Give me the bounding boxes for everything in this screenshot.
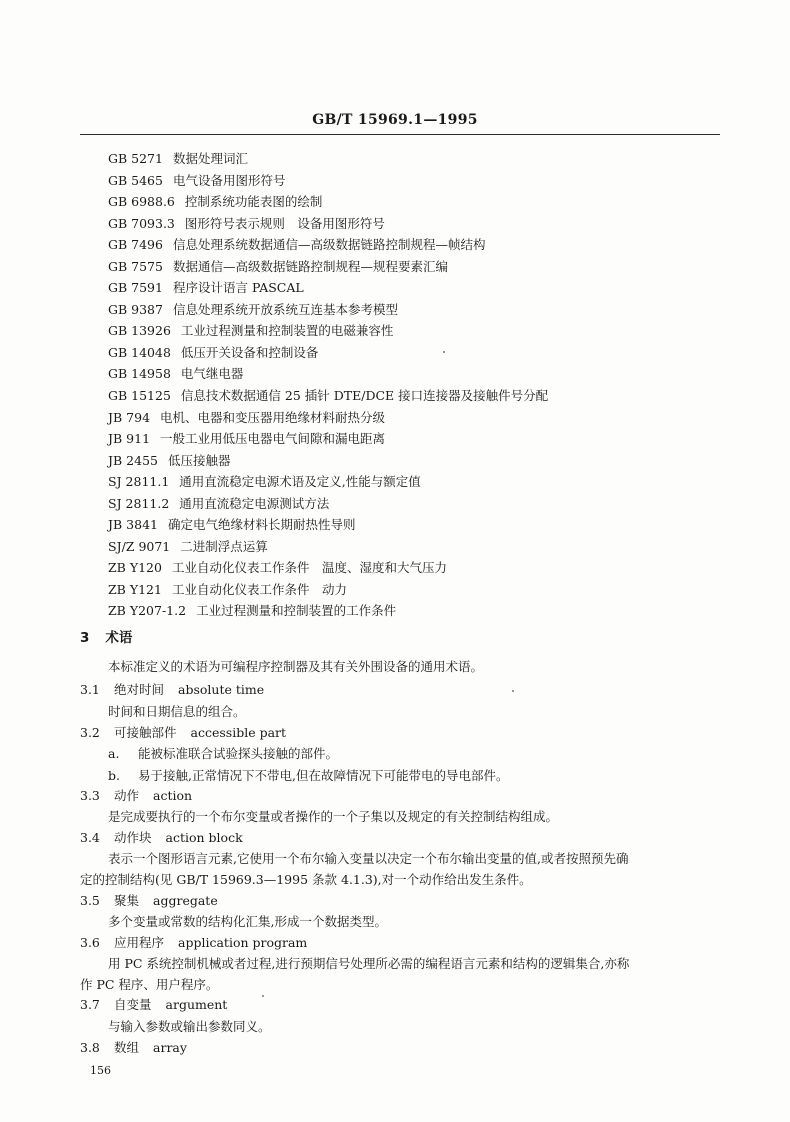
term-heading <box>80 891 218 909</box>
reference-item <box>108 320 548 342</box>
term-number: 3.7 <box>80 997 100 1012</box>
term-english: aggregate <box>153 893 218 908</box>
reference-title: 信息技术数据通信 25 插针 DTE/DCE 接口连接器及接触件号分配 <box>180 388 549 404</box>
term-heading <box>80 933 307 951</box>
reference-title: 低压开关设备和控制设备 <box>180 344 319 360</box>
item-label: b. <box>108 768 120 783</box>
reference-item <box>108 579 548 601</box>
header-rule <box>80 134 720 135</box>
reference-item <box>108 428 548 450</box>
term-definition: 多个变量或常数的结构化汇集,形成一个数据类型。 <box>108 914 387 929</box>
reference-item <box>108 363 548 385</box>
term-definition-continued: 作 PC 程序、用户程序。 <box>80 977 219 992</box>
item-label: a. <box>108 746 120 761</box>
reference-code: SJ/Z 9071 <box>108 538 171 554</box>
term-chinese: 动作块 <box>114 830 152 845</box>
reference-item <box>108 536 548 558</box>
section-heading <box>80 626 132 646</box>
reference-title: 低压接触器 <box>167 452 231 468</box>
term-heading <box>80 828 243 846</box>
term-heading <box>80 1038 187 1056</box>
term-chinese: 可接触部件 <box>114 725 177 740</box>
reference-item <box>108 234 548 256</box>
item-text: 易于接触,正常情况下不带电,但在故障情况下可能带电的导电部件。 <box>138 768 509 783</box>
reference-code: GB 14958 <box>108 366 171 382</box>
scan-speck <box>443 351 445 353</box>
term-english: argument <box>165 997 228 1012</box>
reference-item <box>108 191 548 213</box>
reference-title: 信息处理系统数据通信—高级数据链路控制规程—帧结构 <box>172 237 486 253</box>
reference-code: GB 15125 <box>108 388 171 404</box>
term-definition-continued: 定的控制结构(见 GB/T 15969.3—1995 条款 4.1.3),对一个动作给出发生条件。 <box>80 872 532 887</box>
reference-code: JB 794 <box>108 409 151 425</box>
term-chinese: 聚集 <box>114 893 140 908</box>
reference-item <box>108 407 548 429</box>
reference-title: 电机、电器和变压器用绝缘材料耐热分级 <box>160 409 386 425</box>
term-english: absolute time <box>178 682 265 697</box>
reference-item <box>108 557 548 579</box>
term-heading <box>80 723 286 741</box>
reference-item <box>108 256 548 278</box>
section-intro: 本标准定义的术语为可编程序控制器及其有关外围设备的通用术语。 <box>108 659 484 674</box>
term-definition: 用 PC 系统控制机械或者过程,进行预期信号处理所必需的编程语言元素和结构的逻辑集合,亦称 <box>108 956 630 971</box>
term-number: 3.1 <box>80 682 100 697</box>
reference-code: JB 911 <box>108 431 151 447</box>
reference-item <box>108 493 548 515</box>
reference-code: SJ 2811.1 <box>108 474 170 490</box>
reference-code: GB 13926 <box>108 323 171 339</box>
reference-title: 确定电气绝缘材料长期耐热性导则 <box>167 517 356 533</box>
normative-references-list <box>108 148 548 622</box>
term-definition: 是完成要执行的一个布尔变量或者操作的一个子集以及规定的有关控制结构组成。 <box>108 809 559 824</box>
reference-item <box>108 385 548 407</box>
term-chinese: 动作 <box>114 788 140 803</box>
reference-title: 信息处理系统开放系统互连基本参考模型 <box>172 301 398 317</box>
term-heading <box>80 995 227 1013</box>
reference-title: 控制系统功能表图的绘制 <box>184 194 323 210</box>
reference-title: 数据通信—高级数据链路控制规程—规程要素汇编 <box>172 258 448 274</box>
term-number: 3.5 <box>80 893 100 908</box>
reference-item <box>108 450 548 472</box>
reference-title: 电气继电器 <box>180 366 244 382</box>
reference-code: ZB Y120 <box>108 560 162 576</box>
reference-title: 工业自动化仪表工作条件 温度、湿度和大气压力 <box>171 560 447 576</box>
term-chinese: 自变量 <box>114 997 152 1012</box>
reference-title: 一般工业用低压电器电气间隙和漏电距离 <box>160 431 386 447</box>
reference-code: GB 7093.3 <box>108 215 175 231</box>
term-english: application program <box>178 935 308 950</box>
item-text: 能被标准联合试验探头接触的部件。 <box>138 746 339 761</box>
definition-item-a <box>108 744 338 762</box>
reference-item <box>108 277 548 299</box>
term-heading <box>80 680 264 698</box>
reference-item <box>108 600 548 622</box>
page-number: 156 <box>90 1064 111 1077</box>
reference-title: 二进制浮点运算 <box>180 538 268 554</box>
reference-title: 通用直流稳定电源测试方法 <box>179 495 330 511</box>
reference-item <box>108 299 548 321</box>
term-number: 3.8 <box>80 1040 100 1055</box>
reference-item <box>108 342 548 364</box>
reference-item <box>108 170 548 192</box>
reference-code: GB 7591 <box>108 280 163 296</box>
reference-code: GB 9387 <box>108 301 163 317</box>
reference-title: 工业过程测量和控制装置的电磁兼容性 <box>180 323 394 339</box>
reference-title: 图形符号表示规则 设备用图形符号 <box>184 215 385 231</box>
reference-title: 通用直流稳定电源术语及定义,性能与额定值 <box>179 474 421 490</box>
term-chinese: 绝对时间 <box>114 682 165 697</box>
term-number: 3.3 <box>80 788 100 803</box>
page-header: GB/T 15969.1—1995 <box>312 112 478 128</box>
reference-code: ZB Y207-1.2 <box>108 603 187 619</box>
reference-code: GB 7496 <box>108 237 163 253</box>
term-definition: 时间和日期信息的组合。 <box>108 704 246 719</box>
term-chinese: 数组 <box>114 1040 140 1055</box>
reference-title: 工业自动化仪表工作条件 动力 <box>171 581 347 597</box>
reference-item <box>108 471 548 493</box>
scan-speck <box>512 690 514 692</box>
reference-code: GB 5465 <box>108 172 163 188</box>
reference-code: GB 7575 <box>108 258 163 274</box>
reference-item <box>108 514 548 536</box>
term-definition: 与输入参数或输出参数同义。 <box>108 1019 271 1034</box>
reference-item <box>108 213 548 235</box>
reference-code: ZB Y121 <box>108 581 162 597</box>
reference-code: JB 2455 <box>108 452 158 468</box>
reference-item <box>108 148 548 170</box>
reference-code: SJ 2811.2 <box>108 495 170 511</box>
reference-title: 程序设计语言 PASCAL <box>172 280 304 296</box>
term-number: 3.2 <box>80 725 100 740</box>
term-definition: 表示一个图形语言元素,它使用一个布尔输入变量以决定一个布尔输出变量的值,或者按照预先确 <box>108 851 629 866</box>
term-heading <box>80 786 192 804</box>
scan-speck <box>262 995 264 997</box>
term-english: action block <box>165 830 243 845</box>
term-chinese: 应用程序 <box>114 935 165 950</box>
reference-code: GB 14048 <box>108 344 171 360</box>
reference-code: GB 5271 <box>108 151 163 166</box>
term-english: array <box>153 1040 187 1055</box>
term-english: action <box>153 788 193 803</box>
term-number: 3.4 <box>80 830 100 845</box>
reference-code: JB 3841 <box>108 517 158 533</box>
definition-item-b <box>108 766 508 784</box>
section-title: 术语 <box>105 630 133 646</box>
reference-title: 工业过程测量和控制装置的工作条件 <box>196 603 397 619</box>
reference-code: GB 6988.6 <box>108 194 175 210</box>
term-english: accessible part <box>190 725 287 740</box>
reference-title: 电气设备用图形符号 <box>172 172 286 188</box>
section-number: 3 <box>80 630 90 646</box>
term-number: 3.6 <box>80 935 100 950</box>
reference-title: 数据处理词汇 <box>172 151 248 166</box>
